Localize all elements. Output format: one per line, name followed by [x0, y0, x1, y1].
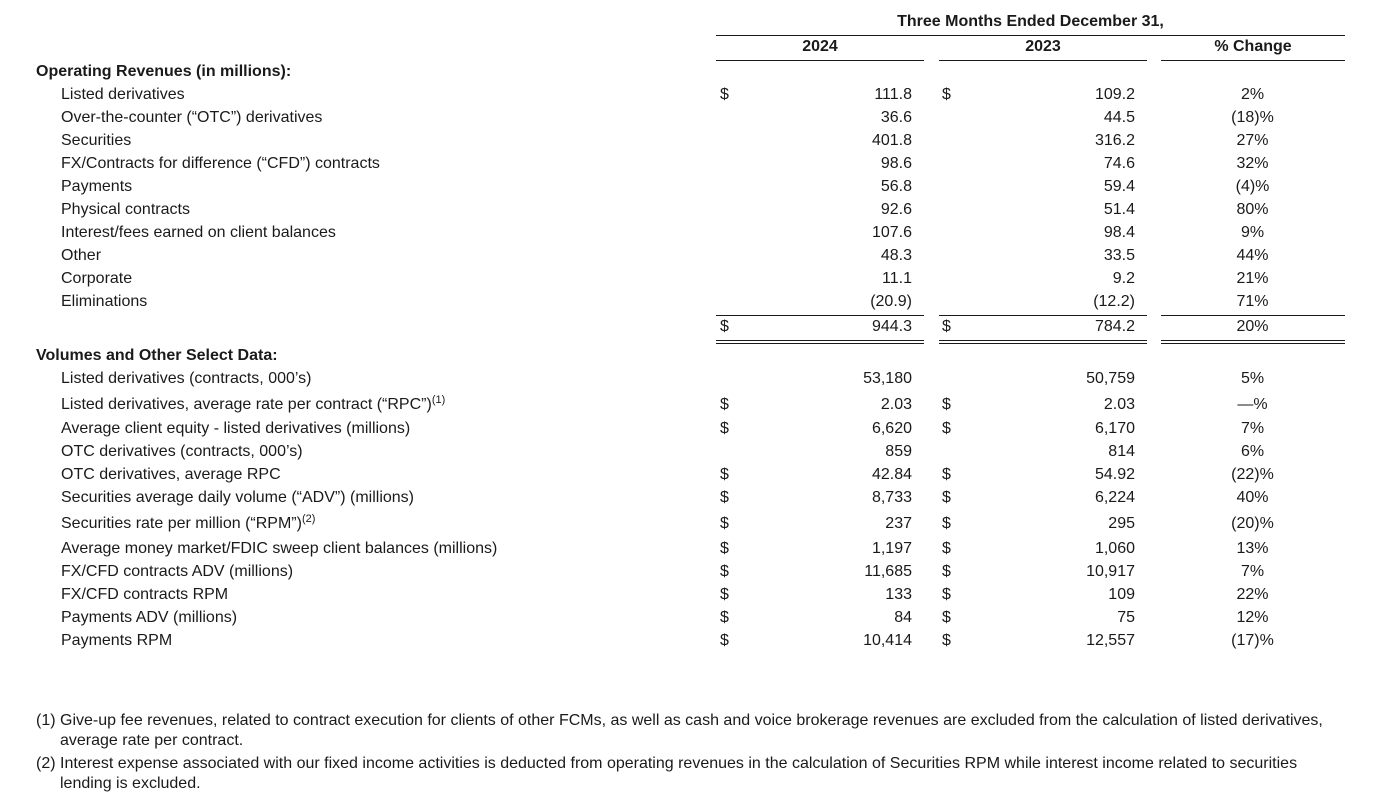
- volume-value-2023: 54.92: [1094, 466, 1135, 483]
- volume-label: [61, 609, 237, 627]
- revenue-value-2023: 33.5: [1103, 247, 1135, 264]
- revenue-row: [0, 132, 1400, 155]
- volume-value-2024: 42.84: [871, 466, 912, 483]
- volume-label: [61, 563, 293, 581]
- eliminations-rule-change: [1161, 315, 1345, 316]
- volume-value-2024: 6,620: [871, 420, 912, 437]
- revenue-change: 27%: [1236, 132, 1269, 149]
- revenue-label: [61, 86, 185, 104]
- footnote-1-marker: (1): [36, 712, 56, 729]
- volume-value-2023: 109: [1108, 586, 1135, 603]
- column-header-rule-change: [1161, 60, 1345, 61]
- volume-currency-2024: $: [720, 515, 729, 532]
- revenue-label: [61, 201, 190, 219]
- revenue-change: 32%: [1236, 155, 1269, 172]
- volume-currency-2023: $: [942, 540, 951, 557]
- revenue-change: 80%: [1236, 201, 1269, 218]
- volume-change: 22%: [1236, 586, 1269, 603]
- volume-label: [61, 420, 410, 438]
- volume-currency-2024: $: [720, 609, 729, 626]
- volume-value-2024: 10,414: [863, 632, 912, 649]
- volume-currency-2023: $: [942, 466, 951, 483]
- volume-label-text: Payments ADV (millions): [61, 609, 238, 626]
- volume-label-text: OTC derivatives, average RPC: [61, 466, 281, 483]
- volume-label-text: Listed derivatives (contracts, 000’s): [61, 370, 312, 387]
- volume-label: [61, 370, 311, 388]
- revenue-label-text: Other: [61, 247, 102, 264]
- eliminations-rule-2024: [716, 315, 924, 316]
- period-header-rule: [716, 35, 1345, 36]
- volume-row: [0, 586, 1400, 609]
- revenue-value-2023: 59.4: [1103, 178, 1135, 195]
- revenue-change: (4)%: [1235, 178, 1270, 195]
- volume-currency-2024: $: [720, 396, 729, 413]
- period-header: Three Months Ended December 31,: [897, 13, 1164, 30]
- total-change: 20%: [1236, 318, 1269, 335]
- volume-row: [0, 466, 1400, 489]
- volume-label-text: FX/CFD contracts RPM: [61, 586, 229, 603]
- volume-change: 6%: [1240, 443, 1265, 460]
- revenue-row: [0, 201, 1400, 224]
- volume-value-2023: 75: [1117, 609, 1135, 626]
- volume-value-2023: 10,917: [1086, 563, 1135, 580]
- revenue-label: [61, 224, 336, 242]
- volume-label-text: Payments RPM: [61, 632, 173, 649]
- volume-change: 12%: [1236, 609, 1269, 626]
- volume-label-text: OTC derivatives (contracts, 000’s): [61, 443, 303, 460]
- revenue-label-text: Corporate: [61, 270, 133, 287]
- section-title-revenues: Operating Revenues (in millions):: [36, 63, 292, 80]
- volume-value-2023: 6,170: [1094, 420, 1135, 437]
- revenue-row: [0, 247, 1400, 270]
- revenue-value-2023: 74.6: [1103, 155, 1135, 172]
- revenue-value-2023: 9.2: [1112, 270, 1135, 287]
- revenue-change: 71%: [1236, 293, 1269, 310]
- volume-label: [61, 489, 414, 507]
- volume-value-2024: 84: [894, 609, 912, 626]
- revenue-value-2023: 109.2: [1094, 86, 1135, 103]
- volume-value-2023: 6,224: [1094, 489, 1135, 506]
- volume-change: 7%: [1240, 420, 1265, 437]
- total-currency-2024: $: [720, 318, 729, 335]
- revenue-row: [0, 270, 1400, 293]
- revenue-value-2024: 98.6: [880, 155, 912, 172]
- volume-value-2024: 11,685: [864, 563, 912, 580]
- revenue-label: [61, 109, 322, 127]
- footnote-1-text: Give-up fee revenues, related to contract execution for clients of other FCMs, as well as cash and voice brokerage revenues are excluded from the calculation of listed derivatives, average rate per contract.: [60, 712, 1323, 749]
- volume-change: (17)%: [1231, 632, 1274, 649]
- revenue-value-2023: 98.4: [1103, 224, 1135, 241]
- revenue-row: [0, 86, 1400, 109]
- revenue-label-text: Over-the-counter (“OTC”) derivatives: [61, 109, 323, 126]
- total-value-2024: 944.3: [871, 318, 912, 335]
- volume-footnote-ref: (2): [301, 513, 316, 525]
- volume-currency-2024: $: [720, 420, 729, 437]
- volume-row: [0, 370, 1400, 393]
- volume-value-2024: 53,180: [863, 370, 912, 387]
- eliminations-rule-2023: [939, 315, 1147, 316]
- revenue-value-2024: (20.9): [870, 293, 912, 310]
- volume-row: [0, 396, 1400, 419]
- volume-footnote-ref: (1): [431, 394, 446, 406]
- volume-change: 40%: [1236, 489, 1269, 506]
- revenue-label: [61, 178, 132, 196]
- volume-currency-2023: $: [942, 396, 951, 413]
- volume-currency-2023: $: [942, 586, 951, 603]
- section-title-volumes: Volumes and Other Select Data:: [36, 347, 278, 364]
- column-header-change: % Change: [1214, 38, 1292, 55]
- revenue-label: [61, 247, 101, 265]
- revenue-currency-2024: $: [720, 86, 729, 103]
- revenue-label-text: Payments: [61, 178, 133, 195]
- volume-label: [61, 586, 228, 604]
- volume-change: (20)%: [1231, 515, 1274, 532]
- revenue-label-text: FX/Contracts for difference (“CFD”) contracts: [61, 155, 380, 172]
- total-double-rule-2024: [716, 340, 924, 344]
- volume-currency-2023: $: [942, 515, 951, 532]
- revenue-value-2023: 51.4: [1103, 201, 1135, 218]
- column-header-rule-2023: [939, 60, 1147, 61]
- total-row: [0, 318, 1400, 341]
- total-value-2023: 784.2: [1094, 318, 1135, 335]
- total-double-rule-2023: [939, 340, 1147, 344]
- volume-currency-2024: $: [720, 540, 729, 557]
- revenue-value-2024: 48.3: [880, 247, 912, 264]
- volume-value-2024: 1,197: [871, 540, 912, 557]
- revenue-value-2024: 107.6: [871, 224, 912, 241]
- revenue-row: [0, 293, 1400, 316]
- revenue-change: 2%: [1240, 86, 1265, 103]
- volume-label: [61, 540, 497, 558]
- revenue-label-text: Eliminations: [61, 293, 148, 310]
- volume-value-2023: 2.03: [1103, 396, 1135, 413]
- revenue-value-2023: (12.2): [1093, 293, 1135, 310]
- volume-value-2024: 8,733: [871, 489, 912, 506]
- volume-row: [0, 609, 1400, 632]
- volume-row: [0, 515, 1400, 538]
- volume-value-2023: 814: [1108, 443, 1135, 460]
- revenue-change: 9%: [1240, 224, 1265, 241]
- revenue-value-2024: 11.1: [882, 270, 912, 287]
- volume-currency-2024: $: [720, 632, 729, 649]
- volume-value-2024: 859: [885, 443, 912, 460]
- revenue-label: [61, 270, 132, 288]
- revenue-row: [0, 155, 1400, 178]
- revenue-value-2024: 401.8: [871, 132, 912, 149]
- footnote-2-marker: (2): [36, 755, 56, 772]
- volume-currency-2024: $: [720, 489, 729, 506]
- volume-label-text: Securities average daily volume (“ADV”) (millions): [61, 489, 414, 506]
- volume-label: [61, 515, 315, 533]
- revenue-currency-2023: $: [942, 86, 951, 103]
- revenue-value-2024: 111.8: [874, 86, 912, 103]
- volume-label-text: Securities rate per million (“RPM”): [61, 515, 302, 532]
- revenue-row: [0, 109, 1400, 132]
- volume-label: [61, 466, 281, 484]
- volume-value-2023: 12,557: [1086, 632, 1135, 649]
- total-currency-2023: $: [942, 318, 951, 335]
- revenue-value-2024: 56.8: [880, 178, 912, 195]
- volume-change: 7%: [1240, 563, 1265, 580]
- volume-change: 13%: [1236, 540, 1269, 557]
- revenue-label: [61, 132, 131, 150]
- revenue-value-2024: 36.6: [880, 109, 912, 126]
- volume-row: [0, 420, 1400, 443]
- volume-currency-2024: $: [720, 466, 729, 483]
- revenue-value-2023: 44.5: [1103, 109, 1135, 126]
- revenue-change: 21%: [1236, 270, 1269, 287]
- revenue-label: [61, 155, 380, 173]
- revenue-label: [61, 293, 147, 311]
- revenue-change: (18)%: [1231, 109, 1274, 126]
- volume-value-2024: 237: [885, 515, 912, 532]
- revenue-label-text: Securities: [61, 132, 132, 149]
- volume-currency-2023: $: [942, 632, 951, 649]
- volume-value-2024: 133: [885, 586, 912, 603]
- total-double-rule-change: [1161, 340, 1345, 344]
- volume-currency-2023: $: [942, 420, 951, 437]
- volume-currency-2023: $: [942, 563, 951, 580]
- revenue-label-text: Physical contracts: [61, 201, 190, 218]
- volume-value-2024: 2.03: [880, 396, 912, 413]
- volume-row: [0, 632, 1400, 655]
- volume-label-text: Listed derivatives, average rate per contract (“RPC”): [61, 396, 432, 413]
- column-header-2023: 2023: [1025, 38, 1061, 55]
- column-header-rule-2024: [716, 60, 924, 61]
- volume-label-text: FX/CFD contracts ADV (millions): [61, 563, 294, 580]
- revenue-row: [0, 224, 1400, 247]
- volume-label: [61, 443, 303, 461]
- volume-row: [0, 540, 1400, 563]
- volume-value-2023: 50,759: [1086, 370, 1135, 387]
- volume-value-2023: 295: [1108, 515, 1135, 532]
- volume-row: [0, 489, 1400, 512]
- volume-row: [0, 443, 1400, 466]
- revenue-row: [0, 178, 1400, 201]
- volume-currency-2024: $: [720, 563, 729, 580]
- volume-change: 5%: [1240, 370, 1265, 387]
- revenue-label-text: Listed derivatives: [61, 86, 185, 103]
- volume-label: [61, 632, 172, 650]
- revenue-label-text: Interest/fees earned on client balances: [61, 224, 336, 241]
- volume-value-2023: 1,060: [1094, 540, 1135, 557]
- volume-label-text: Average client equity - listed derivatives (millions): [61, 420, 411, 437]
- volume-label-text: Average money market/FDIC sweep client balances (millions): [61, 540, 498, 557]
- volume-row: [0, 563, 1400, 586]
- volume-label: [61, 396, 445, 414]
- volume-change: (22)%: [1231, 466, 1274, 483]
- column-header-2024: 2024: [802, 38, 838, 55]
- revenue-value-2024: 92.6: [880, 201, 912, 218]
- footnote-2-text: Interest expense associated with our fixed income activities is deducted from operating revenues in the calculation of Securities RPM while interest income related to securities lending is excluded.: [60, 755, 1298, 792]
- volume-currency-2024: $: [720, 586, 729, 603]
- revenue-change: 44%: [1236, 247, 1269, 264]
- volume-change: —%: [1237, 396, 1268, 413]
- volume-currency-2023: $: [942, 489, 951, 506]
- volume-currency-2023: $: [942, 609, 951, 626]
- revenue-value-2023: 316.2: [1094, 132, 1135, 149]
